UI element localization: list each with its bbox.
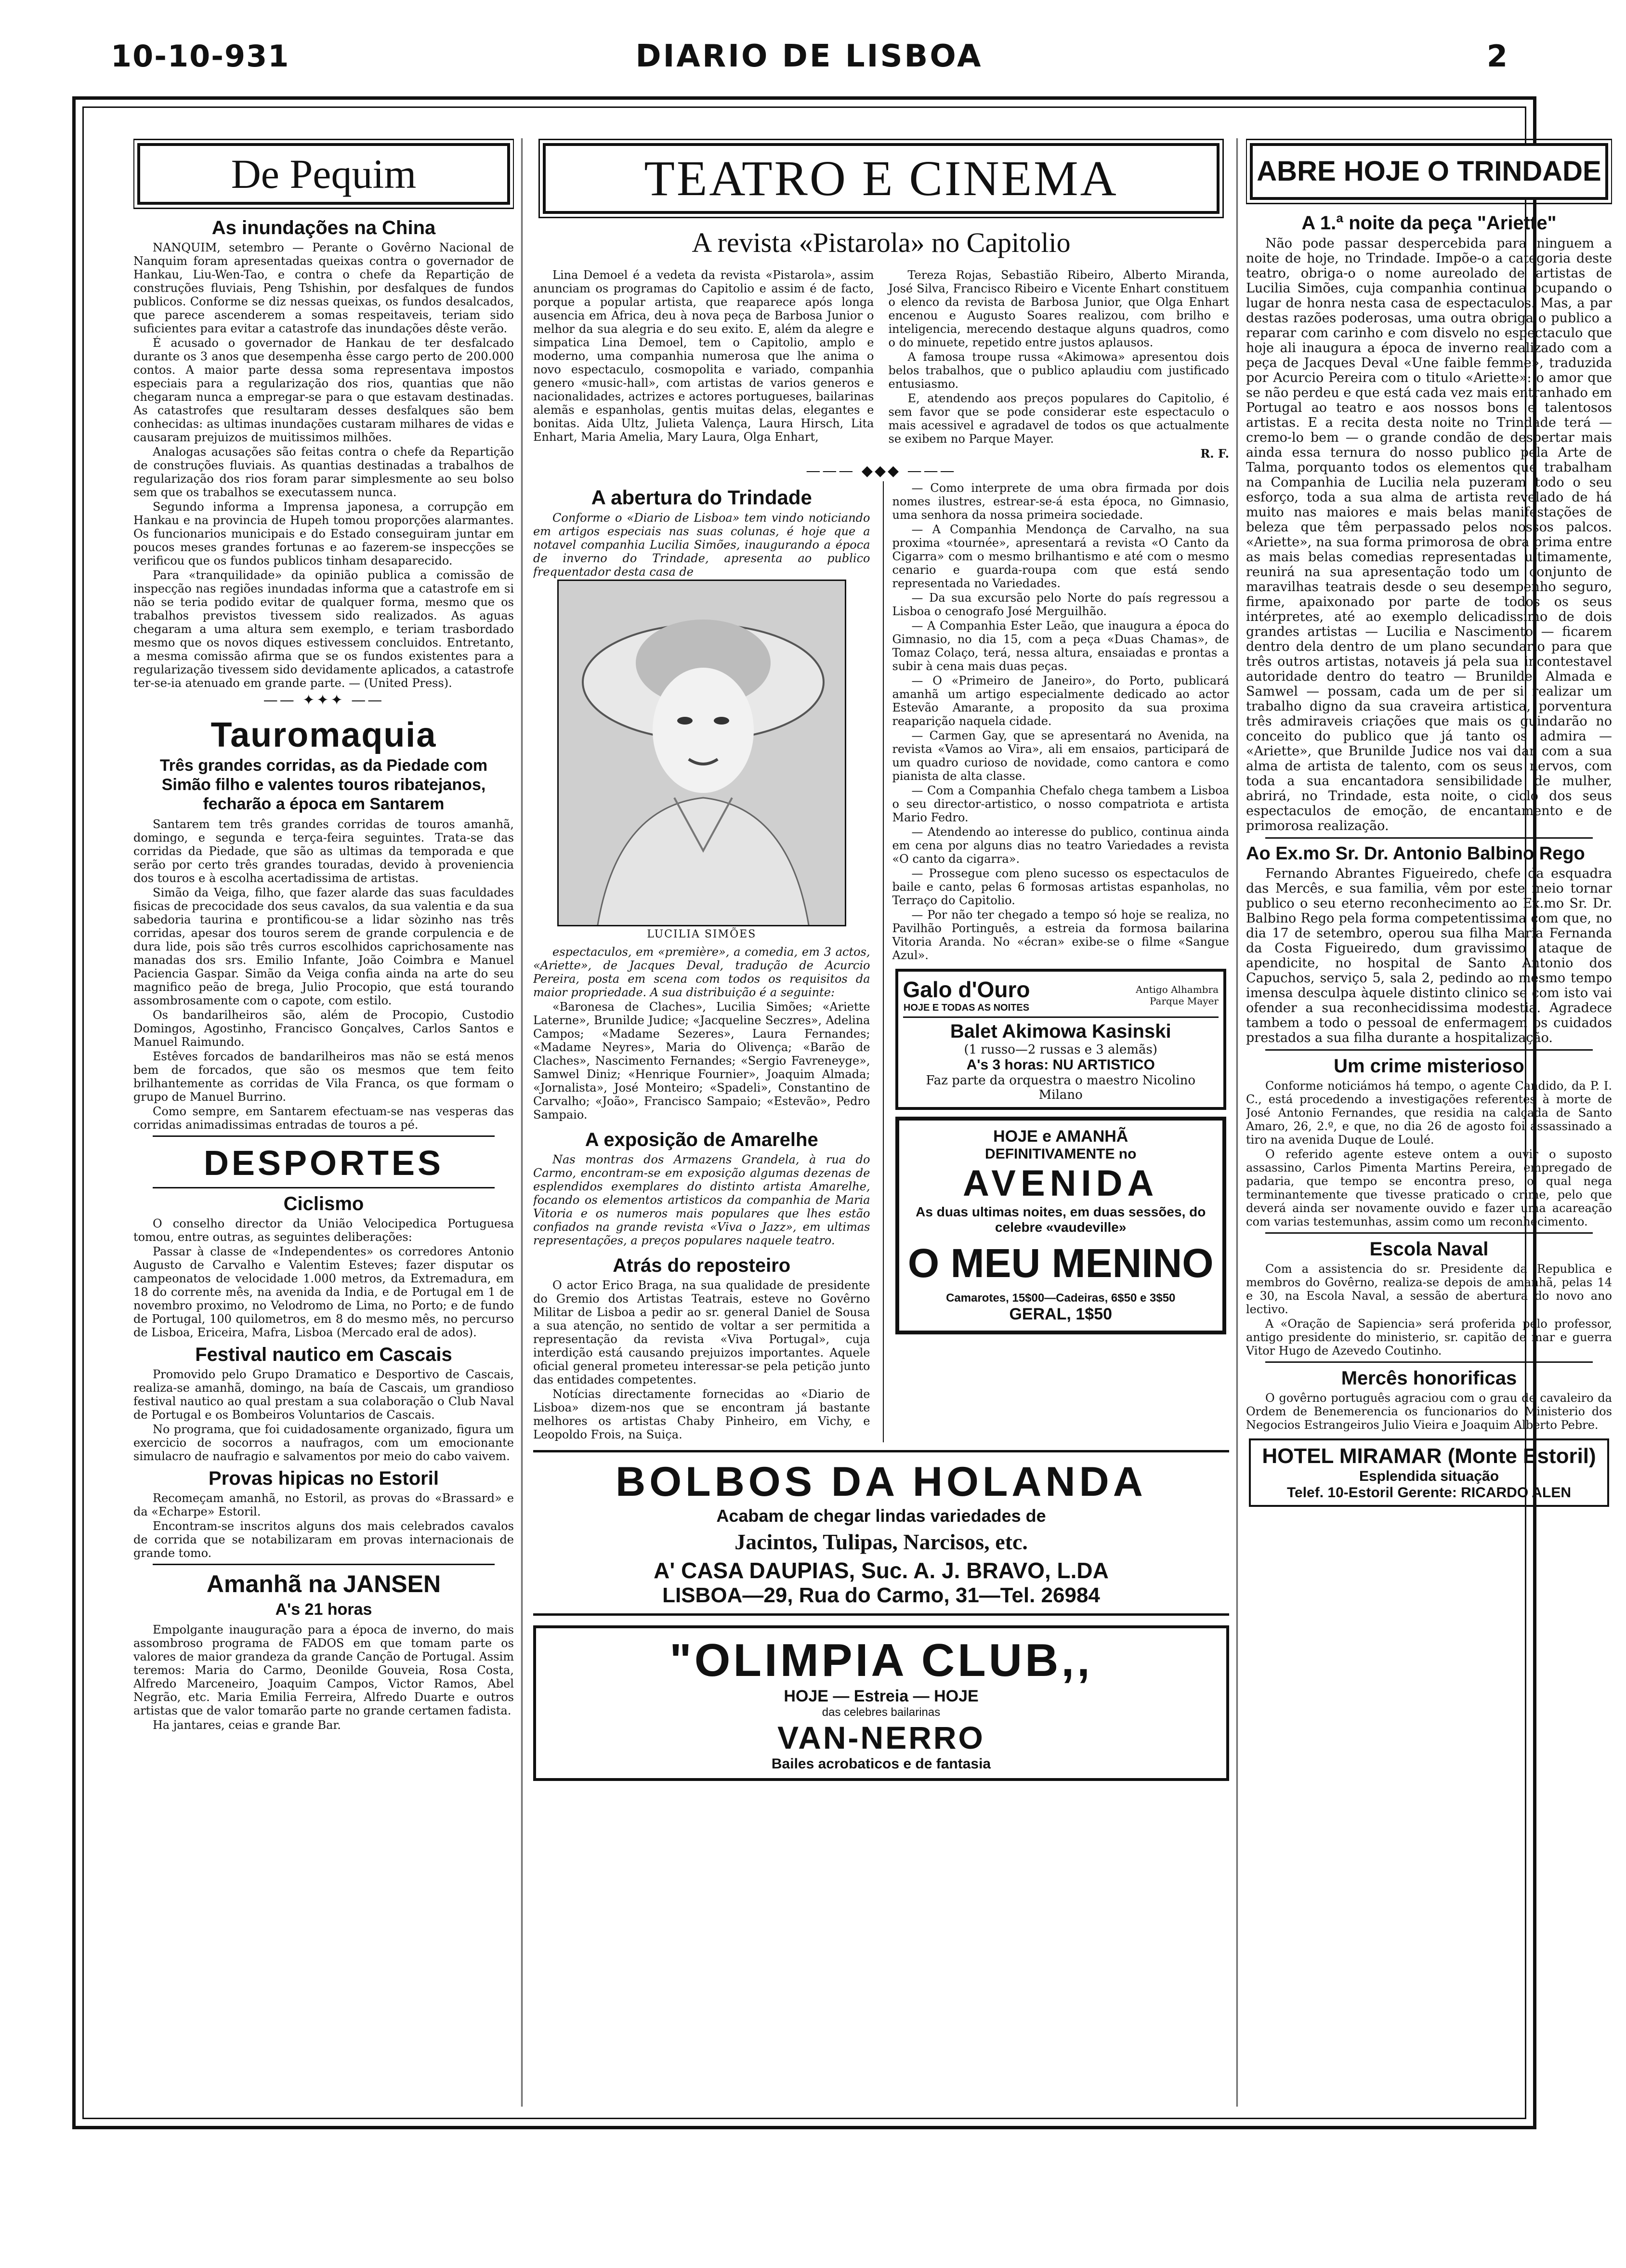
paragraph: Notícias directamente fornecidas ao «Diario de Lisboa» dizem-nos que se encontram já bastante melhores os artistas Chaby Pinheiro, em Vichy, e Leopoldo Frois, na Suiça. — [533, 1387, 870, 1441]
paragraph: Tereza Rojas, Sebastião Ribeiro, Alberto Miranda, José Silva, Francisco Ribeiro e Vicente Enhart constituem o elenco da revista de Barbosa Junior, que Olga Enhart encenou e Augusto Soares realizou, com brilho e inteligencia, merecendo destaque alguns quadros, como o do minuete, repetido entre justos aplausos. — [888, 268, 1229, 349]
paragraph: Recomeçam amanhã, no Estoril, as provas do «Brassard» e da «Echarpe» Estoril. — [133, 1491, 514, 1518]
paragraph: Simão da Veiga, filho, que fazer alarde das suas faculdades fisicas de precocidade dos seus cavalos, da sua valentia e da sua sabedoria taurina e prontificou-se a lidar sòzinho nas três corridas, apesar dos touros serem de grande corpulencia e de dura lide, pois são três curros escolhidos caprichosamente nas manadas dos srs. Emilio Infante, João Coimbra e Manuel Paciencia Gaspar. Simão da Veiga confia ainda na arte do seu magnifico peão de brega, Julio Procopio, que está tourando assombrosamente com o capote, com estilo. — [133, 886, 514, 1007]
paragraph: Passar à classe de «Independentes» os corredores Antonio Augusto de Carvalho e Valentim Esteves; fazer disputar os campeonatos de velocidade 1.000 metros, da Extremadura, em 18 do corrente mês, na avenida da India, e de Portugal em 1 de novembro proximo, no Velodromo de Lima, no Porto; e de fundo de Portugal, 100 quilometros, em 8 do mesmo mês, no percurso de Lisboa, Ericeira, Mafra, Lisboa (Mercado eral de ados). — [133, 1245, 514, 1339]
desportes-headline: DESPORTES — [203, 1144, 444, 1183]
ciclismo-headline: Ciclismo — [283, 1193, 364, 1214]
paragraph: Lina Demoel é a vedeta da revista «Pistarola», assim anunciam os programas do Capitolio e assim é de facto, porque a popular artista, que reaparece após longa ausencia em Africa, deu à nova peça de Barbosa Junior o melhor da sua alegria e do seu exito. E, além da alegre e simpatica Lina Demoel, tem o Capitolio, amplo e moderno, uma companhia numerosa que lhe anima o novo espectaculo, cosmopolita e variado, companhia genero «music-hall», com artistas de varios generos e nacionalidades, actrizes e actores portugueses, bailarinas alemãs e espanholas, gentis muitas delas, elegantes e bonitas. Aida Ultz, Julieta Valença, Laura Hirsch, Lita Enhart, Maria Amelia, Mary Laura, Olga Enhart, — [533, 268, 874, 444]
escola-naval-body — [1246, 1262, 1612, 1358]
paragraph: — A Companhia Mendonça de Carvalho, na sua proxima «tournée», apresentará a revista «O Canto da Cigarra» com o mesmo brilhantismo e até com o mesmo cenario e guarda-roupa com que está sendo representada no Variedades. — [892, 523, 1229, 590]
lucilia-simoes-portrait — [557, 580, 846, 926]
avenida-line2: DEFINITIVAMENTE no — [985, 1146, 1137, 1162]
hotel-line2: Telef. 10-Estoril Gerente: RICARDO ALEN — [1286, 1485, 1572, 1501]
galo-header — [903, 976, 1219, 1018]
de-pequim-title-box — [137, 143, 510, 205]
paragraph: Segundo informa a Imprensa japonesa, a corrupção em Hankau e na provincia de Hupeh tomou proporções alarmantes. Os funcionarios municipais e do Estado conseguiram juntar em poucos meses grandes fortunas e ao fazerem-se inspecções se verificou que os fundos publicos tinham desaparecido. — [133, 500, 514, 567]
teatro-cinema-title-box — [543, 143, 1220, 214]
china-floods-headline: As inundações na China — [211, 217, 436, 238]
paragraph: A «Oração de Sapiencia» será proferida pelo professor, antigo presidente do ministerio, sr. capitão de mar e guerra Vitor Hugo de Azevedo Coutinho. — [1246, 1317, 1612, 1358]
page-number: 2 — [1486, 39, 1508, 74]
bolbos-line4: LISBOA—29, Rua do Carmo, 31—Tel. 26984 — [662, 1583, 1100, 1607]
bolbos-title: BOLBOS DA HOLANDA — [616, 1459, 1147, 1505]
column-rule-1 — [521, 138, 523, 2107]
paragraph: — Atendendo ao interesse do publico, continua ainda em cena por alguns dias no teatro Variedades a revista «O canto da cigarra». — [892, 825, 1229, 866]
newspaper-name: DIARIO DE LISBOA — [635, 39, 983, 74]
balbino-rego-headline: Ao Ex.mo Sr. Dr. Antonio Balbino Rego — [1246, 844, 1585, 864]
galo-title: Balet Akimowa Kasinski — [950, 1021, 1171, 1042]
divider — [1265, 1232, 1593, 1234]
avenida-prices: Camarotes, 15$00—Cadeiras, 6$50 e 3$50 — [946, 1292, 1176, 1305]
olimpia-line2: das celebres bailarinas — [822, 1706, 941, 1719]
olimpia-line1: HOJE — Estreia — HOJE — [784, 1687, 979, 1705]
paragraph: Como sempre, em Santarem efectuam-se nas vesperas das corridas animadissimas entradas de touros a pé. — [133, 1105, 514, 1132]
divider — [1265, 1361, 1593, 1363]
paragraph: Conforme noticiámos há tempo, o agente Candido, da P. I. C., está procedendo a investigações referentes à morte de José Antonio Fernandes, que residia na calçada de Santo Amaro, 26, 2.º, e que, no dia 26 de agosto foi assassinado a tiro na avenida Duque de Loulé. — [1246, 1079, 1612, 1147]
paragraph: A famosa troupe russa «Akimowa» apresentou dois belos trabalhos, que o publico aplaudiu com justificado entusiasmo. — [888, 350, 1229, 391]
divider — [153, 1564, 495, 1565]
jansen-body — [133, 1623, 514, 1732]
de-pequim-title: De Pequim — [231, 151, 417, 197]
paragraph: Encontram-se inscritos alguns dos mais celebrados cavalos de corrida que se notabilizaram em provas internacionais de grande tomo. — [133, 1519, 514, 1560]
crime-body — [1246, 1079, 1612, 1228]
merces-body — [1246, 1391, 1612, 1432]
paragraph: Não pode passar despercebida para ninguem a noite de hoje, no Trindade. Impõe-o a categoria deste teatro, obriga-o o nome aureolado de artistas de Lucilia Simões, cuja companhia continua ocupando o lugar de honra nesta casa de espectaculos. Mas, a par destas razões poderosas, uma outra obriga o publico a reparar com carinho e com disvelo no espectaculo que hoje ali inaugura a época de inverno realizado com a peça de Jacques Deval «Une faible femme», traduzida por Acurcio Pereira com o titulo «Ariette»: o amor que se não perdeu e que está cada vez mais entranhado em Portugal ao teatro e aos nossos bons e talentosos artistas. E a recita desta noite no Trindade terá — cremo-lo bem — o grande condão de despertar mais ainda essa ternura do nosso publico pela Arte de Talma, porquanto todos os elementos que trabalham na Companhia de Lucilia nela puzeram todo o seu esforço, toda a sua alma de artista revelado de há muito nas maiores e mais belas manifestações de beleza que têm perpassado pelos nossos palcos. «Ariette», na sua forma primorosa de obra prima entre as mais belas comedias representadas ultimamente, reunirá na sua apresentação todo um conjunto de maravilhas teatrais desde o seu desempenho seguro, firme, apaixonado por parte de todos os seus intérpretes, até ao exemplo delicadissimo de dois grandes artistas — Lucilia e Nascimento — ficarem dentro dela dentro de um plano secundario para que três outros artistas, notaveis já pela sua incontestavel autoridade dentro do teatro — Brunilde, Almada e Samwel — possam, cada um de per si realizar um trabalho digno da sua craveira artistica, porventura três admiraveis criações que mais os guindarão no conceito do publico que já tanto os admira — «Ariette», que Brunilde Judice nos vai dar com a sua alma de artista de talento, com os seus nervos, com toda a sua encantadora sensibilidade de mulher, abrirá, no Trindade, esta noite, o ciclo dos seus espectaculos de emoção, de encantamento e de primorosa realização. — [1246, 236, 1612, 833]
column-center — [533, 138, 1229, 2116]
theatre-notes — [892, 481, 1230, 962]
china-floods-body — [133, 241, 514, 690]
paragraph: O actor Erico Braga, na sua qualidade de presidente do Gremio dos Artistas Teatrais, esteve no Govêrno Militar de Lisboa a pedir ao sr. general Daniel de Sousa a sua atenção, no sentido de voltar a ser permitida a representação da revista «Viva Portugal», cuja interdição está causando prejuizos importantes. Aquele oficial general prometeu interessar-se pela petição junto das entidades competentes. — [533, 1279, 870, 1386]
galo-name: Galo d'Ouro — [903, 977, 1030, 1002]
jansen-headline: Amanhã na JANSEN — [206, 1570, 441, 1597]
column-left — [133, 138, 514, 2116]
tauromaquia-body — [133, 818, 514, 1132]
avenida-theatre: AVENIDA — [963, 1163, 1159, 1204]
ornament-divider: —— ✦✦✦ —— — [263, 692, 384, 709]
jansen-subheadline: A's 21 horas — [275, 1600, 372, 1619]
center-right-subcolumn — [883, 481, 1230, 1442]
divider — [153, 1187, 495, 1188]
crime-headline: Um crime misterioso — [1334, 1055, 1524, 1077]
paragraph: Analogas acusações são feitas contra o chefe da Repartição de construções fluviais. As quantias destinadas a trabalhos de regularização dos rios foram parar simplesmente ao seu bolso sem que os trabalhos se executassem nunca. — [133, 445, 514, 499]
paragraph: — O «Primeiro de Janeiro», do Porto, publicará amanhã um artigo especialmente dedicado ao actor Estevão Amarante, a proposito da sua proxima reaparição naquela cidade. — [892, 674, 1229, 728]
olimpia-club-ad — [533, 1625, 1229, 1781]
pistarola-signature: R. F. — [1200, 447, 1229, 461]
hotel-line1: Esplendida situação — [1359, 1468, 1499, 1484]
issue-date: 10-10-931 — [111, 39, 290, 74]
trindade-opening-headline: A abertura do Trindade — [591, 486, 812, 509]
bolbos-line1: Acabam de chegar lindas variedades de — [716, 1506, 1046, 1526]
portrait-illustration — [559, 581, 846, 926]
merces-headline: Mercês honorificas — [1341, 1368, 1517, 1389]
galo-line4: A's 3 horas: NU ARTISTICO — [966, 1057, 1155, 1073]
column-rule-2 — [1236, 138, 1238, 2107]
trindade-title: ABRE HOJE O TRINDADE — [1257, 156, 1601, 187]
bolbos-line2: Jacintos, Tulipas, Narcisos, etc. — [734, 1530, 1028, 1554]
paragraph: Promovido pelo Grupo Dramatico e Desportivo de Cascais, realiza-se amanhã, domingo, na baía de Cascais, um grandioso festival nautico ao qual prestam a sua colaboração o Club Naval de Portugal e os Bombeiros Voluntarios de Cascais. — [133, 1368, 514, 1422]
olimpia-name: VAN-NERRO — [777, 1720, 985, 1755]
paragraph: — Da sua excursão pelo Norte do país regressou a Lisboa o cenografo José Merguilhão. — [892, 591, 1229, 618]
galo-side1: Antigo Alhambra — [1136, 983, 1219, 995]
amarelhe-headline: A exposição de Amarelhe — [585, 1129, 818, 1150]
paragraph: Para «tranquilidade» da opinião publica a comissão de inspecção nas regiões inundadas informa que a catastrofe em si não se teria podido evitar de qualquer forma, mesmo que os trabalhos previstos tivessem sido realizados. As aguas chegaram a uma altura sem exemplo, e teriam trasbordado mesmo que os novos diques estivessem concluidos. Entretanto, a mesma comissão afirma que se os fundos existentes para a regularização tivessem sido devidamente aplicados, a catastrofe ter-se-ia atenuado em grande parte. — (United Press). — [133, 568, 514, 690]
balbino-rego-body — [1246, 866, 1612, 1045]
paragraph: — A Companhia Ester Leão, que inaugura a época do Gimnasio, no dia 15, com a peça «Duas Chamas», de Tomaz Colaço, terá, nessa altura, ensaiadas e prontas a subir à cena mais duas peças. — [892, 619, 1229, 673]
page-frame — [72, 96, 1612, 2129]
galo-schedule: HOJE E TODAS AS NOITES — [903, 1002, 1030, 1013]
masthead — [111, 34, 1508, 87]
paragraph: — Prossegue com pleno sucesso os espectaculos de baile e canto, pelas 6 formosas artistas espanholas, no Terraço do Capitolio. — [892, 867, 1229, 907]
divider — [1265, 1049, 1593, 1051]
amarelhe-body: Nas montras dos Armazens Grandela, à rua do Carmo, encontram-se em exposição algumas dezenas de esplendidos exemplares do distinto artista Amarelhe, focando os elementos artisticos da companhia de Maria Vitoria e os numeros mais populares que lhes estão confiados na grande revista «Viva o Jazz», em ultimas representações, a preços populares naquele teatro. — [533, 1153, 870, 1247]
escola-naval-headline: Escola Naval — [1369, 1239, 1489, 1260]
paragraph: O govêrno português agraciou com o grau de cavaleiro da Ordem de Benemerencia os funcionarios do Ministerio dos Negocios Estrangeiros Julio Vieira e Joaquim Alberto Pebre. — [1246, 1391, 1612, 1432]
paragraph: E, atendendo aos preços populares do Capitolio, é sem favor que se pode considerar este espectaculo o mais acessivel e agradavel de todos os que actualmente se exibem no Parque Mayer. — [888, 392, 1229, 446]
galo-douro-ad — [895, 969, 1227, 1110]
reposteiro-headline: Atrás do reposteiro — [613, 1255, 791, 1276]
paragraph: Empolgante inauguração para a época de inverno, do mais assombroso programa de FADOS em que tomam parte os valores de maior grandeza da grande Canção de Portugal. Assim teremos: Maria do Carmo, Deonilde Gouveia, Rosa Costa, Alfredo Marceneiro, Joaquim Campos, Victor Ramos, Abel Negrão, etc. Maria Emilia Ferreira, Alfredo Duarte e outros artistas que de valor tomarão parte no grande certamen fadista. — [133, 1623, 514, 1717]
paragraph: Ha jantares, ceias e grande Bar. — [153, 1718, 341, 1732]
paragraph: — Carmen Gay, que se apresentará no Avenida, na revista «Vamos ao Vira», ali em ensaios, participará de um quadro curioso de novidade, como cantora e como pianista de alta classe. — [892, 729, 1229, 783]
paragraph: No programa, que foi cuidadosamente organizado, figura um exercicio de socorros a naufragos, com um emocionante simulacro de naufragio e salvamentos por meio do cabo vaivem. — [133, 1423, 514, 1463]
avenida-general: GERAL, 1$50 — [1009, 1305, 1113, 1323]
hotel-miramar-ad — [1249, 1438, 1609, 1507]
teatro-cinema-title: TEATRO E CINEMA — [644, 151, 1118, 206]
paragraph: O conselho director da União Velocipedica Portuguesa tomou, entre outras, as seguintes deliberações: — [133, 1217, 514, 1244]
olimpia-line3: Bailes acrobaticos e de fantasia — [771, 1756, 991, 1772]
ariette-headline: A 1.ª noite da peça "Ariette" — [1301, 212, 1557, 234]
divider — [1265, 837, 1593, 839]
ariette-body — [1246, 236, 1612, 833]
portrait-caption: LUCILIA SIMÕES — [647, 928, 757, 940]
avenida-show: O MEU MENINO — [907, 1240, 1214, 1286]
reposteiro-body — [533, 1279, 870, 1441]
pistarola-article — [533, 268, 1229, 461]
provas-hipicas-headline: Provas hipicas no Estoril — [209, 1468, 439, 1489]
paragraph: — Por não ter chegado a tempo só hoje se realiza, no Pavilhão Portinguês, a estreia da formosa bailarina Vitoria Aranda. No «écran» exibe-se o filme «Sangue Azul». — [892, 908, 1229, 962]
festival-nautico-body — [133, 1368, 514, 1463]
olimpia-title: "OLIMPIA CLUB,, — [669, 1635, 1093, 1686]
trindade-intro: Conforme o «Diario de Lisboa» tem vindo noticiando em artigos especiais nas suas colunas, é hoje que a notavel companhia Lucilia Simões, inaugurando a época de inverno do Trindade, apresenta ao publico frequentador desta casa de — [533, 511, 870, 579]
bolbos-ad — [533, 1450, 1229, 1616]
provas-hipicas-body — [133, 1491, 514, 1560]
pistarola-headline: A revista «Pistarola» no Capitolio — [692, 227, 1071, 258]
trindade-cont: espectaculos, em «première», a comedia, em 3 actos, «Ariette», de Jacques Deval, tradução de Acurcio Pereira, posta em scena com todos os requisitos da maior propriedade. A sua distribuição é a seguinte: — [533, 945, 870, 999]
pistarola-left-column — [533, 268, 874, 461]
divider — [153, 1135, 495, 1137]
hotel-name: HOTEL MIRAMAR (Monte Estoril) — [1262, 1444, 1596, 1468]
paragraph: — Com a Companhia Chefalo chega tambem a Lisboa o seu director-artistico, o nosso compatriota e artista Mario Fedro. — [892, 784, 1229, 824]
avenida-line1: HOJE e AMANHÃ — [993, 1127, 1128, 1146]
paragraph: É acusado o governador de Hankau de ter desfalcado durante os 3 anos que desempenha êsse cargo perto de 200.000 contos. A maior parte dessa soma representava impostos especiais para a regularização dos rios, quantias que não chegaram nunca a empregar-se para o que estavam destinadas. As catastrofes que resultaram desses desfalques são bem conhecidas: as ultimas inundações custaram milhares de vidas e causaram prejuizos de muitissimos milhões. — [133, 336, 514, 444]
ciclismo-body — [133, 1217, 514, 1339]
column-right — [1246, 138, 1612, 2116]
avenida-ad — [895, 1117, 1227, 1334]
center-left-subcolumn — [533, 481, 870, 1442]
paragraph: O referido agente esteve ontem a ouvir o suposto assassino, Carlos Pimenta Martins Pereira, empregado de padaria, que tempo se encontra preso, o qual nega terminantemente que tivesse praticado o crime, pelo que deverá ainda ser novamente ouvido e fazer uma acareação com varias testemunhas, assim como um reconhecimento. — [1246, 1147, 1612, 1228]
pistarola-right-column — [889, 268, 1230, 461]
paragraph: — Como interprete de uma obra firmada por dois nomes ilustres, estrear-se-á esta época, no Gimnasio, uma senhora da nossa primeira sociedade. — [892, 481, 1229, 522]
tauromaquia-headline: Tauromaquia — [210, 716, 437, 754]
galo-line3: (1 russo—2 russas e 3 alemãs) — [964, 1042, 1158, 1057]
tauromaquia-subheadline: Três grandes corridas, as da Piedade com Simão filho e valentes touros ribatejanos, fecharão a época em Santarem — [159, 756, 488, 813]
galo-side2: Parque Mayer — [1149, 995, 1219, 1007]
bolbos-line3: A' CASA DAUPIAS, Suc. A. J. BRAVO, L.DA — [654, 1558, 1109, 1583]
avenida-line3: As duas ultimas noites, em duas sessões, do celebre «vaudeville» — [916, 1204, 1206, 1235]
trindade-cast: «Baronesa de Claches», Lucilia Simões; «Ariette Laterne», Brunilde Judice; «Jacqueline Seczres», Adelina Campos; «Madame Sezeres», Laura Fernandes; «Madame Neyres», Maria do Olivença; «Barão de Claches», Nascimento Fernandes; «Sergio Favreneyge», Samwel Diniz; «Henrique Fournier», Joaquim Almada; «Jornalista», José Monteiro; «Spadeli», Constantino de Carvalho; «João», Francisco Sampaio; «Estevão», Pedro Sampaio. — [533, 1000, 870, 1121]
trindade-title-box — [1250, 143, 1608, 200]
paragraph: Os bandarilheiros são, além de Procopio, Custodio Domingos, Agostinho, Francisco Gonçalves, Carlos Santos e Manuel Raimundo. — [133, 1008, 514, 1049]
lower-center-block — [533, 481, 1229, 1442]
paragraph: Fernando Abrantes Figueiredo, chefe da esquadra das Mercês, e sua familia, vêm por este meio tornar publico o seu eterno reconhecimento ao Ex.mo Sr. Dr. Balbino Rego pela forma competentissima com que, no dia 17 de setembro, operou sua filha Maria Fernanda da Costa Figueiredo, dum gravissimo ataque de apendicite, no hospital de Santo Antonio dos Capuchos, serviço 5, sala 2, pedindo ao mesmo tempo imensa desculpa àquele distinto clinico se com isto vai ofender a sua reconhecidissima modestia. Agradece tambem a todo o pessoal de enfermagem os cuidados prestados a sua filha durante a hospitalização. — [1246, 866, 1612, 1045]
paragraph: Estêves forcados de bandarilheiros mas não se está menos bem de forcados, que são os mesmos que tem feito brilhantemente as corridas de Vila Franca, os que formam o grupo de Manuel Burrino. — [133, 1050, 514, 1104]
festival-nautico-headline: Festival nautico em Cascais — [195, 1344, 452, 1365]
paragraph: Santarem tem três grandes corridas de touros amanhã, domingo, e segunda e terça-feira seguintes. Trata-se das corridas da Piedade, que são as ultimas da temporada e que serão por certo três grandes touradas, devido à proveniencia dos touros e à escolha acertadissima de artistas. — [133, 818, 514, 885]
paragraph: Com a assistencia do sr. Presidente da Republica e membros do Govêrno, realiza-se depois de amanhã, pelas 14 e 30, na Escola Naval, a sessão de abertura do novo ano lectivo. — [1246, 1262, 1612, 1316]
ornament-divider: ——— ◆◆◆ ——— — [806, 462, 957, 479]
galo-line5: Faz parte da orquestra o maestro Nicolino Milano — [926, 1073, 1196, 1102]
paragraph: NANQUIM, setembro — Perante o Govêrno Nacional de Nanquim foram apresentadas queixas contra o governador de Hankau, Liu-Wen-Tao, e contra o chefe da Repartição de construções fluviais, Peng Tshishin, por desfalques de fundos publicos. Conforme se diz nessas queixas, os fundos desalcados, que parece ascenderem a somas respeitaveis, teriam sido suficientes para evitar a catastrofe das inundações dêste verão. — [133, 241, 514, 335]
